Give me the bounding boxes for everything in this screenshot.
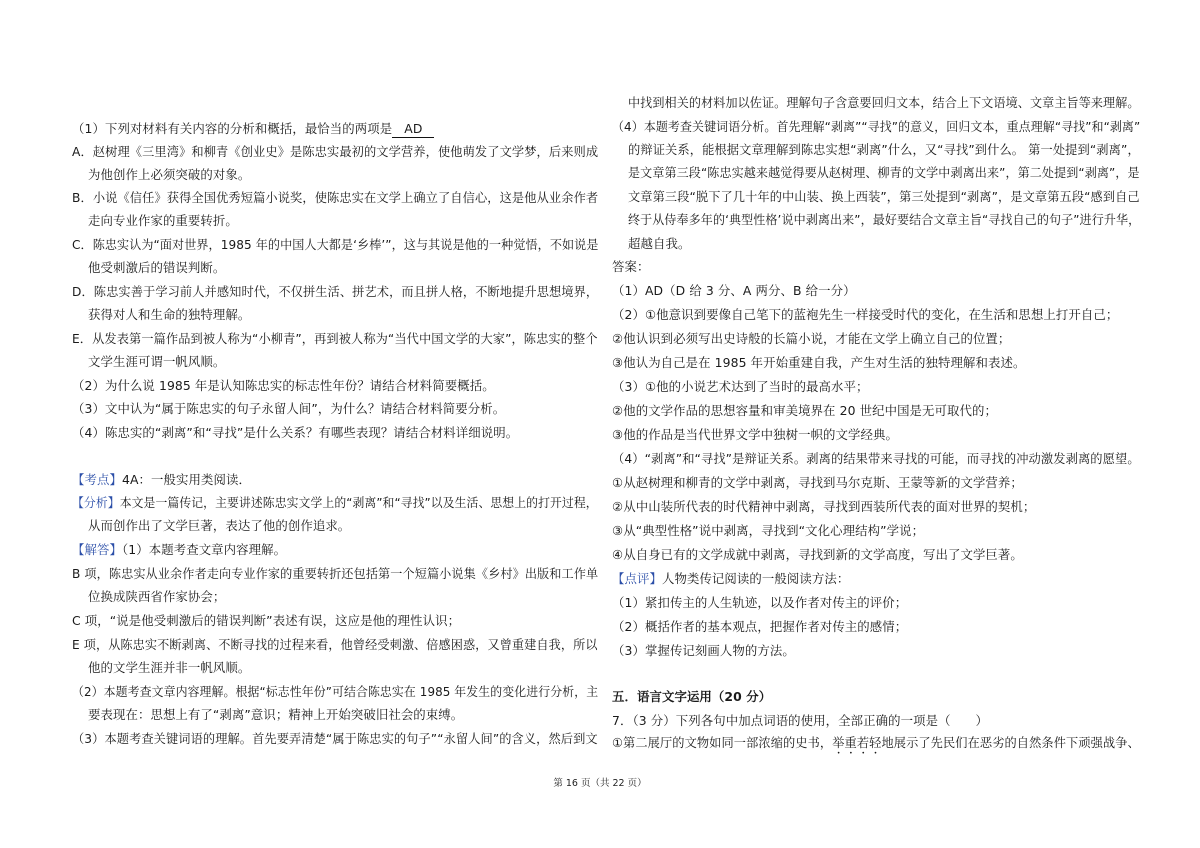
solution-4-line-2: 的辩证关系，能根据文章理解到陈忠实想“剥离”什么，又“寻找”到什么。 第一处提到“剥离”， xyxy=(628,142,1140,157)
solution-2-line-2: 要表现在：思想上有了“剥离”意识；精神上开始突破旧社会的束缚。 xyxy=(88,707,464,722)
answer-3-1: （3）①他的小说艺术达到了当时的最高水平； xyxy=(612,379,869,394)
answer-1: （1）AD（D 给 3 分、A 两分、B 给一分） xyxy=(612,283,856,298)
solution-4-line-1: （4）本题考查关键词语分析。首先理解“剥离”“寻找”的意义，回归文本，重点理解“寻找”和“剥离” xyxy=(612,119,1141,134)
method-2: （2）概括作者的基本观点，把握作者对传主的感情； xyxy=(612,619,908,634)
solution-4-line-4: 文章第三段“脱下了几十年的中山装、换上西装”，第三处提到“剥离”，是文章第五段“感到自己 xyxy=(628,189,1140,204)
option-e-line-1: E．从发表第一篇作品到被人称为“小柳青”，再到被人称为“当代中国文学的大家”，陈忠实的整个 xyxy=(72,331,598,346)
solution-tag: 【解答】 xyxy=(72,542,122,557)
solution-4-line-3: 是文章第三段“陈忠实越来越觉得要从赵树理、柳青的文学中剥离出来”，第二处提到“剥离”，是 xyxy=(628,165,1140,180)
question-2: （2）为什么说 1985 年是认知陈忠实的标志性年份？请结合材料简要概括。 xyxy=(72,378,495,393)
page-footer: 第 16 页（共 22 页） xyxy=(553,778,647,789)
solution-b-line-2: 位换成陕西省作家协会； xyxy=(88,589,226,604)
option-a-line-2: 为他创作上必须突破的对象。 xyxy=(88,167,251,182)
solution-3-line-1: （3）本题考查关键词语的理解。首先要弄清楚“属于陈忠实的句子”“永留人间”的含义，然后到文 xyxy=(72,731,598,746)
answer-4-5: ④从自身已有的文学成就中剥离，寻找到新的文学高度，写出了文学巨著。 xyxy=(612,547,1023,562)
section-5-heading: 五．语言文字运用（20 分） xyxy=(612,689,772,704)
solution-3-line-2: 中找到相关的材料加以佐证。理解句子含意要回归文本，结合上下文语境、文章主旨等来理解。 xyxy=(628,95,1140,110)
answer-4-4: ③从“典型性格”说中剥离，寻找到“文化心理结构”学说； xyxy=(612,523,925,538)
option-a-line-1: A．赵树理《三里湾》和柳青《创业史》是陈忠实最初的文学营养，使他萌发了文学梦，后来则成 xyxy=(72,144,599,159)
answer-4-1: （4）“剥离”和“寻找”是辩证关系。剥离的结果带来寻找的可能，而寻找的冲动激发剥离的愿望。 xyxy=(612,451,1140,466)
answer-2-3: ③他认为自己是在 1985 年开始重建自我，产生对生活的独特理解和表述。 xyxy=(612,355,1026,370)
option-b-line-1: B．小说《信任》获得全国优秀短篇小说奖，使陈忠实在文学上确立了自信心，这是他从业余作者 xyxy=(72,190,599,205)
option-b-line-2: 走向专业作家的重要转折。 xyxy=(88,213,238,228)
option-d-line-1: D．陈忠实善于学习前人并感知时代，不仅拼生活、拼艺术，而且拼人格，不断地提升思想境界， xyxy=(72,284,599,299)
comment-heading: 【点评】人物类传记阅读的一般阅读方法： xyxy=(612,571,850,586)
solution-4-line-6: 超越自我。 xyxy=(628,236,691,251)
analysis-tag: 【分析】 xyxy=(72,495,120,510)
answer-label: 答案： xyxy=(612,259,650,274)
solution-e-line-2: 他的文学生涯并非一帆风顺。 xyxy=(88,660,251,675)
answer-3-3: ③他的作品是当代世界文学中独树一帜的文学经典。 xyxy=(612,427,899,442)
question-3: （3）文中认为“属于陈忠实的句子永留人间”，为什么？请结合材料简要分析。 xyxy=(72,401,506,416)
answer-2-1: （2）①他意识到要像自己笔下的蓝袍先生一样接受时代的变化，在生活和思想上打开自己； xyxy=(612,307,1119,322)
exam-point: 【考点】4A：一般实用类阅读． xyxy=(72,472,251,487)
solution-b-line-1: B 项，陈忠实从业余作者走向专业作家的重要转折还包括第一个短篇小说集《乡村》出版和工作单 xyxy=(72,566,599,581)
exam-point-tag: 【考点】 xyxy=(72,472,122,487)
solution-e-line-1: E 项，从陈忠实不断剥离、不断寻找的过程来看，他曾经受刺激、倍感困惑，又曾重建自我，所以 xyxy=(72,637,598,652)
question-4: （4）陈忠实的“剥离”和“寻找”是什么关系？有哪些表现？请结合材料详细说明。 xyxy=(72,425,519,440)
analysis-line-1: 【分析】本文是一篇传记，主要讲述陈忠实文学上的“剥离”和“寻找”以及生活、思想上的打开过程， xyxy=(72,495,598,510)
comment-tag: 【点评】 xyxy=(612,571,662,586)
option-c-line-1: C．陈忠实认为“面对世界，1985 年的中国人大都是‘乡棒’”，这与其说是他的一种觉悟，不如说是 xyxy=(72,237,599,252)
solution-heading: 【解答】（1）本题考查文章内容理解。 xyxy=(72,542,287,557)
option-d-line-2: 获得对人和生命的独特理解。 xyxy=(88,307,251,322)
answer-3-2: ②他的文学作品的思想容量和审美境界在 20 世纪中国是无可取代的； xyxy=(612,403,997,418)
answer-2-2: ②他认识到必须写出史诗般的长篇小说，才能在文学上确立自己的位置； xyxy=(612,331,1011,346)
dotted-phrase: 举重若轻 xyxy=(832,735,882,750)
solution-2-line-1: （2）本题考查文章内容理解。根据“标志性年份”可结合陈忠实在 1985 年发生的变化进行分析，主 xyxy=(72,684,599,699)
question-7: 7．（3 分）下列各句中加点词语的使用，全部正确的一项是（ ） xyxy=(612,713,989,728)
method-3: （3）掌握传记刻画人物的方法。 xyxy=(612,643,795,658)
analysis-line-2: 从而创作出了文学巨著，表达了他的创作追求。 xyxy=(88,518,351,533)
option-e-line-2: 文学生涯可谓一帆风顺。 xyxy=(88,354,226,369)
answer-4-3: ②从中山装所代表的时代精神中剥离，寻找到西装所代表的面对世界的契机； xyxy=(612,499,1036,514)
question-1: （1）下列对材料有关内容的分析和概括，最恰当的两项是 AD xyxy=(72,121,434,138)
question-1-answer: AD xyxy=(392,121,434,138)
option-c-line-2: 他受刺激后的错误判断。 xyxy=(88,260,226,275)
solution-c-line: C 项，“说是他受刺激后的错误判断”表述有误，这应是他的理性认识； xyxy=(72,613,461,628)
method-1: （1）紧扣传主的人生轨迹，以及作者对传主的评价； xyxy=(612,595,908,610)
solution-4-line-5: 终于从侍奉多年的‘典型性格’说中剥离出来”，最好要结合文章主旨“寻找自己的句子”进行升华， xyxy=(628,212,1141,227)
answer-4-2: ①从赵树理和柳青的文学中剥离，寻找到马尔克斯、王蒙等新的文学营养； xyxy=(612,475,1023,490)
question-7-sentence-1: ①第二展厅的文物如同一部浓缩的史书，举重若轻地展示了先民们在恶劣的自然条件下顽强战争、 xyxy=(612,735,1140,750)
